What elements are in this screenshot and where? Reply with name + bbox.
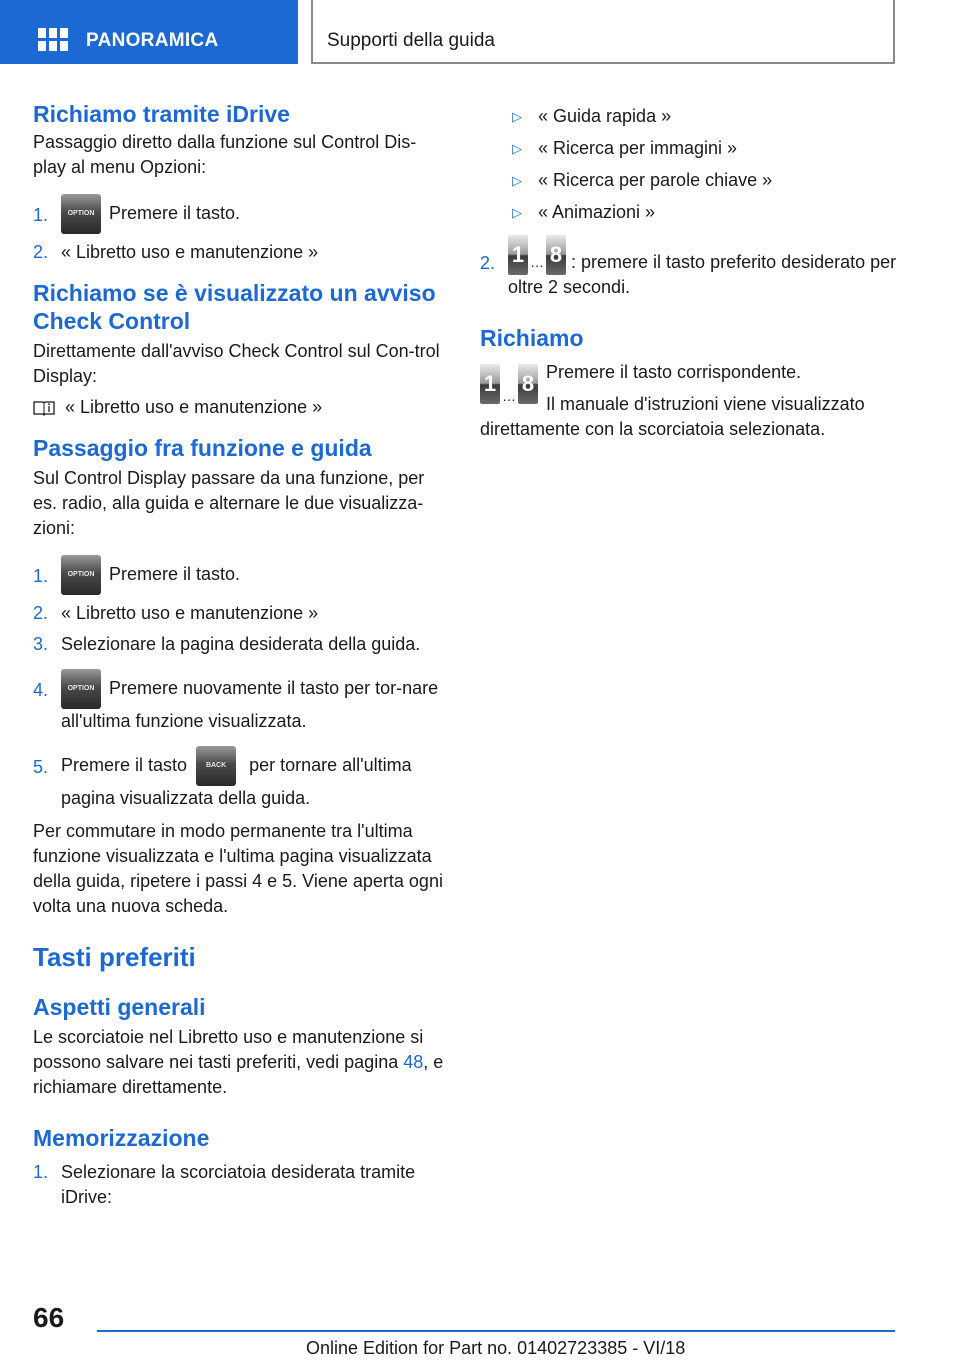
option-button-icon: OPTION: [61, 194, 101, 234]
list-text: Premere il tasto: [61, 754, 188, 775]
page-number: 66: [33, 1302, 65, 1333]
tab-panoramica-label: PANORAMICA: [86, 30, 219, 51]
list-item: [480, 235, 900, 300]
general-text: Le scorciatoie nel Libretto uso e manutenzione si possono salvare nei tasti preferiti, vedi pagina: [33, 1027, 424, 1072]
option-button-icon: OPTION: [61, 669, 101, 709]
favorite-keys-icon: [480, 364, 538, 404]
list-text: « Guida rapida »: [538, 106, 672, 126]
heading-memorize: Memorizzazione: [33, 1125, 210, 1151]
list-item: [33, 240, 448, 265]
heading-favorites: Tasti preferiti: [33, 942, 196, 972]
book-icon: [33, 400, 55, 416]
list-text: Selezionare la scorciatoia desiderata tramite iDrive:: [61, 1162, 416, 1207]
list-item: [33, 194, 448, 234]
list-text: « Animazioni »: [538, 202, 656, 222]
list-number: 1.: [33, 205, 49, 225]
heading-switch: Passaggio fra funzione e guida: [33, 435, 372, 461]
list-item: [33, 601, 448, 626]
ellipsis: …: [530, 254, 544, 270]
tab-section[interactable]: [311, 0, 895, 64]
right-column: [480, 104, 900, 442]
list-text: « Libretto uso e manutenzione »: [61, 603, 319, 623]
list-item: [480, 136, 900, 161]
list-number: 4.: [33, 680, 49, 700]
list-item: [33, 669, 448, 734]
list-text: : premere il tasto preferito desiderato per oltre 2 secondi.: [508, 252, 897, 297]
triangle-bullet-icon: ▷: [512, 141, 522, 156]
heading-check-control: Richiamo se è visualizzato un avviso Check Control: [33, 280, 436, 334]
list-text: « Ricerca per immagini »: [538, 138, 738, 158]
manual-link-text: « Libretto uso e manutenzione »: [65, 397, 323, 417]
top-bar: [0, 0, 960, 66]
list-item: [33, 746, 448, 811]
page-link[interactable]: 48: [403, 1052, 424, 1072]
section-title: Supporti della guida: [327, 30, 495, 51]
recall-text: Il manuale d'istruzioni viene visualizzato direttamente con la scorciatoia selezionata.: [480, 394, 865, 439]
list-item: [480, 168, 900, 193]
list-text: « Libretto uso e manutenzione »: [61, 242, 319, 262]
list-text: per tornare all'ultima pagina visualizzata della guida.: [61, 754, 412, 808]
list-item: [33, 555, 448, 595]
list-text: Premere il tasto.: [109, 202, 241, 223]
list-number: 2.: [33, 603, 49, 623]
list-text: « Ricerca per parole chiave »: [538, 170, 773, 190]
list-number: 5.: [33, 757, 49, 777]
footer-edition: Online Edition for Part no. 01402723385 - VI/18: [306, 1338, 686, 1358]
heading-general: Aspetti generali: [33, 994, 206, 1020]
list-item: [480, 200, 900, 225]
favorite-8-icon: 8: [518, 364, 538, 404]
list-item: [33, 632, 448, 657]
list-number: 2.: [480, 253, 496, 273]
list-item: [33, 1160, 448, 1210]
grid-menu-icon: [38, 28, 68, 52]
favorite-8-icon: 8: [546, 235, 566, 275]
back-button-icon: BACK: [196, 746, 236, 786]
favorite-1-icon: 1: [508, 235, 528, 275]
paragraph-idrive: Passaggio diretto dalla funzione sul Control Dis-play al menu Opzioni:: [33, 132, 417, 177]
triangle-bullet-icon: ▷: [512, 109, 522, 124]
manual-link-item: [33, 395, 448, 420]
list-number: 1.: [33, 1162, 49, 1182]
paragraph-switch: Sul Control Display passare da una funzione, per es. radio, alla guida e alternare le due visualizza-zioni:: [33, 468, 425, 538]
footer-divider: [97, 1330, 895, 1332]
triangle-bullet-icon: ▷: [512, 205, 522, 220]
list-text: Premere nuovamente il tasto per tor-nare all'ultima funzione visualizzata.: [61, 677, 439, 731]
list-number: 2.: [33, 242, 49, 262]
heading-idrive: Richiamo tramite iDrive: [33, 101, 290, 127]
paragraph-check-control: Direttamente dall'avviso Check Control sul Con-trol Display:: [33, 341, 440, 386]
option-button-icon: OPTION: [61, 555, 101, 595]
paragraph-note: Per commutare in modo permanente tra l'ultima funzione visualizzata e l'ultima pagina visualizzata della guida, ripetere i passi 4 e 5. Viene aperta ogni volta una nuova scheda.: [33, 821, 443, 916]
general-text: , e richiamare direttamente.: [33, 1052, 444, 1097]
left-column: [33, 100, 448, 1210]
recall-block: [480, 360, 900, 442]
favorite-1-icon: 1: [480, 364, 500, 404]
list-item: [480, 104, 900, 129]
triangle-bullet-icon: ▷: [512, 173, 522, 188]
ellipsis: …: [502, 388, 516, 404]
paragraph-general: [33, 1025, 448, 1100]
heading-recall: Richiamo: [480, 325, 584, 351]
tab-panoramica[interactable]: [0, 0, 298, 64]
list-text: Selezionare la pagina desiderata della guida.: [61, 634, 421, 654]
list-text: Premere il tasto.: [109, 563, 241, 584]
list-number: 1.: [33, 566, 49, 586]
list-number: 3.: [33, 634, 49, 654]
recall-text: Premere il tasto corrispondente.: [546, 362, 802, 382]
